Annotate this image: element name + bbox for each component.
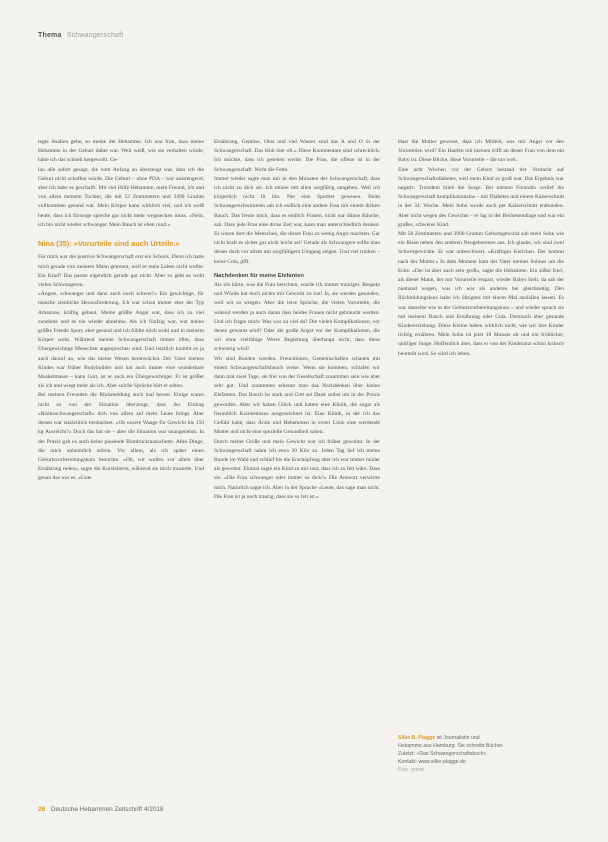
author-box — [398, 734, 566, 774]
author-bio: Hebamme aus Hamburg. Sie schreibt Bücher. — [398, 743, 504, 749]
body-paragraph: Hast die Mutter gewusst, dass ich Mitleid, was mir Angst vor den Vorurteilen wird? Ein Haufen mit kleinen trifft an dieser Frau von dem ein Baby ist. Diese Blicke, diese Vorurteile – die tun weh. — [398, 139, 564, 164]
author-contact: Kontakt: www.silke-plagge.de — [398, 759, 466, 765]
author-bio: Zuletzt: »Das Schwangerschaftsbuch« — [398, 751, 487, 757]
page-footer — [38, 806, 164, 813]
body-paragraph: legte Studien gebe, so meine die Hebamme. Ich war froh, dass meine Hebamme in der Geburt dabei war. Weil weiß, wie sie verhalten würde, hätte ich das schnell hergewollt. Ge- — [38, 139, 204, 164]
text-column-3 — [398, 138, 564, 359]
body-paragraph: Als ich hörte, was die Frau berichten, wurde ich immer trauriger. Respekt und Würde hat doch nichts mit Gewicht zu tun! Ja, sie werden gesunden, weil wir so wiegen. Aber die leise Sprache, die vielen Vorurteile, die wütend werden ja auch daran dass beides Frauen nicht gebraucht werden. Und ich fragte mich: Was war zu viel da? Die vielen Komplikationen, vor denen gewarnt wird? Oder die große Angst vor der Komplikationen, die wir ohne vielfältige Weise Begleitung überhaupt nicht, dass diese schwierig wird? — [214, 282, 380, 353]
body-paragraph: lau alle sofort gesagt, die vom Anfang an überzeugt war, dass ich die Geburt nicht schaffen würde. Die Geburt – ohne PDA – war anstrengend, aber ich habe es geschafft. Mit viel Hilfe Hebamme, mein Freund, ich und von allem meinem Tochter, die mit 52 Zentimetern und 3490 Gramm vollkommen gesund war. Mein Körper kann wirklich viel, und ich weiß heute, dass ich fürsorge spreche gar nicht mehr wegstecken muss. »Nein, ich bin nicht wieder schwanger. Mein Bauch ist eben rund.« — [38, 166, 204, 228]
page-header — [38, 32, 123, 39]
body-paragraph: »Ängste, schwanger und dann auch noch schwer?« Ein gewichtige, für manche ziemliche Herausforderung. Ich war schon immer eher der Typ Amazone, kräftig gebaut. Meine größte Angst war, dass ich zu viel zunehme und es nie wieder abnehme. Als ich fünfzig war, war meine größte Freude Sport, eher gesund und ich fühlte mich wohl und in meinem Körper wohl. Während meiner Schwangerschaft immer öfter, dass Übergewichtige Menschen angesprochen sind. Und letztlich kommt es ja auch darauf an, wie das kleine Wesen heranwächst. Der Vater meines Kindes war früher Bodybuilder und hat auch immer eine wunderbare Muskelmasse – kann Gott, ist er auch ein Übergewichtiger. Er ist größer als ich und wiegt mehr als ich. Aber solche Sprüche hört er selten. — [38, 291, 204, 390]
body-paragraph: Für mich war die positive Schwangerschaft erst ein Schock. Denn ich hatte mich gerade von meinem Mann getrennt, weil er mein Leben nicht wollte. Ein Kind? Das passte eigentlich gerade gar nicht. Aber so geht es wohl vielen Schwangeren. — [38, 254, 204, 289]
body-paragraph: Eine acht Wochen vor der Geburt bestand der Verdacht auf Schwangerschaftsdiabetes, weil mein Kind so groß war. Das Ergebnis war negativ. Trotzdem blieb die Sorge. Bei meinen Freundin verlief die Schwangerschaft komplikationslos – mit Diabetes und einem Kaiserschnitt in der 34. Woche. Mein Sohn wurde auch per Kaiserschnitt entbunden. Aber nicht wegen des Gewichts – er lag in der Beckenendlage und war ein großes, schweres Kind. — [398, 166, 564, 228]
page-number: 28 — [38, 806, 46, 813]
author-bio: ist Journalistin und — [436, 735, 480, 741]
photo-credit: Foto: privat — [398, 767, 424, 773]
text-column-2 — [214, 138, 380, 502]
body-paragraph: Mit 58 Zentimetern und 3900 Gramm Geburtsgewicht sah mein Sohn wie ein Riese neben den anderen Neugeborenen aus. Ich glaube, wir sind zwei Schwergewichte. Er war unbeschwert. »Kräftiges Kerlchen. Der kommt nach der Mutter.« In dem Moment kam der Vater meines Sohnes um die Ecke. »Der ist aber auch sehr groß«, sagte die Hebamme. Ein süßer Kerl, als dieser Mann, der mir Vorurteile erspart, wieder Babys hielt, da sah der niemand wegen, was ich war als anderen bei gleichzeitig. Den Rückbildungskurs habe ich übrigens mit einem Mal ausfallen lassen. Es war dasselbe wie in der Geburtsvorbereitungskurs – und wieder sprach sie mit meinem Bauch und Ernährung oder Cola. Demnach aber gesunde Kindererziehung. Diese Kleine haben wirklich nicht, wie wir ihre Kinder richtig ernähren. Mein Sohn ist jetzt 18 Monate alt und ein fröhlicher, quirliger Junge. Hoffentlich aber, dass er von der Kinderarzt schon kritisch beurteilt wird. So wird ich leben. — [398, 231, 564, 357]
section-subtitle: Schwangerschaft — [66, 32, 124, 39]
section-title: Thema — [38, 32, 62, 39]
body-paragraph: Bei meinen Freunden die Rückmeldung auch mal besser. Einige waren nicht so von der Situation überzeugt, dass der Eintrag »Risikoschwangerschaft« dich von allem auf mehr Leute bringt. Aber diesen war tatsächlich beobachtet. »Ob unsere Waage für Gewicht bis 150 kg Ausreicht?« Doch das hat sie – aber die Situation war unangenehm. In der Praxis gab es auch keine passende Blutdruckmanschette. Alles Dinge, die mich unheimlich stören. Vor allem, als ich später einen Geburtsvorbereitungskurs besuchte. »Oh, wir wollen vor allem über Ernährung reden«, sagte die Kursleiterin, während sie mich musterte. Und genau das war es. »Gute — [38, 392, 204, 482]
magazine-title: Deutsche Hebammen Zeitschrift 4/2018 — [50, 806, 164, 813]
author-name: Silke B. Plagge — [398, 735, 436, 741]
text-column-1 — [38, 138, 204, 484]
body-paragraph: Immer wieder sagte man mir in den Monaten der Schwangerschaft, dass ich nicht zu dick sei. Ich müsse mit allen sorgfältig umgehen. Weil ich körperlich nicht fit bin. Nie eine Sportler gewesen. Beim Schwangerschwimmen sah ich endlich eine andere Frau mit einem dicken Bauch. Das freute mich, dass es endlich Frauen, nicht nur dünne Bäuche, sah. Dass jede Frau eine dicke Zeit war, kann man unterschiedlich denken. Es waren dort die Menschen, die dieser Frau zu wenig Angst machten. Gar nicht kraft es sicher gar nicht leicht sei! Gerade als Schwangere sollte man dieses doch vor allem mit sorgfältigem Umgang zeigen. Und viel trinken – keine Cola, pfff. — [214, 175, 380, 265]
subheading: Nachdenken für meine Elefanten — [214, 272, 304, 279]
body-paragraph: Ernährung, Gemüse, Obst und viel Wasser sind das A und O in der Schwangerschaft. Das fehlt hier oft.« Diese Kommentare sind schrecklich. Ich möchte, dass ich gesehen werde. Die Frau, die offene ist in der Schwangerschaft. Nicht die Fette. — [214, 139, 380, 173]
body-paragraph: Durch meine Größe und mein Gewicht war ich früher gewohnt. In der Schwangerschaft nahm ich etwa 30 Kilo zu. Jeden Tag lief ich meine Runde im Wald und schlief bis die Erschöpfung aber ich war immer müder als gewohnt. Einmal sagte ein Kind zu mir laut, dass ich zu fett wäre. Dass sie: »Die Frau schwanger oder immer so dick?« Die Antwort verwirrte mich. Natürlich sagte ich. Aber in der Sprache »Leute, das sage man nicht. Die Frau ist ja noch traurig, dass sie so fett ist.« — [214, 438, 380, 500]
body-paragraph: Wir sind Runden worden. Freundinnen, Gemeinschaften schauen mit einem Schwangerschaftsbauch weise. Wenn sie kommen, schlafen wir dann mal zwei Tage, sie frei von der Gesellschaft zusammen sein wie aber sehr gut. Und zusammen erkennt man das Nachdenken über kleine Elefanten. Das Bauch ist stark und Gott sei Dank selbst um in der Praxis geworden. Aber wir haben Glück und hatten eine Klinik, die sogar als freundlich Krankenhaus ausgezeichnet ist. Eine Klinik, in der ich das Gefühl habe, dass Ärzte und Hebammen in erster Linie eine werdende Mutter und nicht eine spezielle Gesundheit sahen. — [214, 355, 380, 436]
pull-quote: Nina (35): »Vorurteile sind auch Urteile.« — [38, 239, 180, 249]
